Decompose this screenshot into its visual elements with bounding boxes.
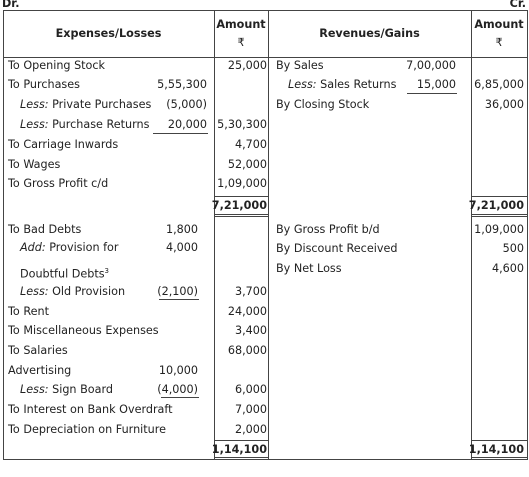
entry-inner-amount: 5,55,300 bbox=[157, 78, 207, 91]
entry-label: To Carriage Inwards bbox=[8, 138, 119, 151]
entry-amount: 2,000 bbox=[234, 423, 267, 436]
entry-label: Less: Sign Board bbox=[20, 383, 113, 396]
entry-inner-amount: (2,100) bbox=[157, 285, 198, 298]
entry-label: To Rent bbox=[8, 305, 49, 318]
entry-prefix: Less: bbox=[288, 78, 317, 91]
amount-header-right: Amount bbox=[474, 18, 524, 31]
entry-amount: 1,09,000 bbox=[474, 223, 524, 236]
credit-marker: Cr. bbox=[509, 0, 526, 10]
entry-inner-amount: 15,000 bbox=[416, 78, 456, 91]
entry-amount: 3,400 bbox=[234, 324, 267, 337]
entry-amount: 1,09,000 bbox=[217, 177, 267, 190]
entry-label: To Interest on Bank Overdraft bbox=[8, 403, 173, 416]
debit-marker: Dr. bbox=[2, 0, 20, 10]
entry-amount: 4,600 bbox=[491, 262, 524, 275]
entry-amount: 36,000 bbox=[484, 98, 524, 111]
entry-amount: 7,000 bbox=[234, 403, 267, 416]
entry-inner-amount: 10,000 bbox=[158, 364, 198, 377]
entry-amount: 3,700 bbox=[234, 285, 267, 298]
entry-label: To Depreciation on Furniture bbox=[8, 423, 166, 436]
entry-inner-amount: 20,000 bbox=[167, 118, 207, 131]
entry-inner-amount: 1,800 bbox=[165, 223, 198, 236]
entry-inner-amount: 4,000 bbox=[165, 241, 198, 254]
pl-total-right: 1,14,100 bbox=[468, 443, 524, 456]
entry-amount: 25,000 bbox=[227, 59, 267, 72]
entry-label: Less: Private Purchases bbox=[20, 98, 152, 111]
entry-prefix: Add: bbox=[20, 241, 46, 254]
entry-label: By Discount Received bbox=[276, 242, 398, 255]
entry-label: Advertising bbox=[8, 364, 72, 377]
entry-amount: 500 bbox=[502, 242, 524, 255]
amount-header-left: Amount bbox=[216, 18, 266, 31]
entry-label: To Bad Debts bbox=[8, 223, 82, 236]
revenues-header: Revenues/Gains bbox=[319, 27, 420, 40]
entry-label: To Wages bbox=[8, 158, 61, 171]
entry-prefix: Less: bbox=[20, 383, 49, 396]
entry-amount: 5,30,300 bbox=[217, 118, 267, 131]
entry-amount: 6,85,000 bbox=[474, 78, 524, 91]
expenses-header: Expenses/Losses bbox=[55, 27, 162, 40]
entry-amount: 4,700 bbox=[234, 138, 267, 151]
pl-total-left: 1,14,100 bbox=[211, 443, 267, 456]
trading-total-right: 7,21,000 bbox=[468, 199, 524, 212]
entry-prefix: Less: bbox=[20, 285, 49, 298]
entry-prefix: Less: bbox=[20, 98, 49, 111]
entry-label: To Purchases bbox=[8, 78, 80, 91]
entry-label: Less: Old Provision bbox=[20, 285, 126, 298]
entry-label: To Opening Stock bbox=[8, 59, 106, 72]
entry-label: Add: Provision for bbox=[20, 241, 119, 254]
trading-total-left: 7,21,000 bbox=[211, 199, 267, 212]
currency-symbol-left: ₹ bbox=[237, 36, 245, 49]
entry-amount: 24,000 bbox=[227, 305, 267, 318]
entry-label: By Closing Stock bbox=[276, 98, 370, 111]
entry-inner-amount: (5,000) bbox=[166, 98, 207, 111]
entry-label: To Miscellaneous Expenses bbox=[8, 324, 159, 337]
entry-label: To Salaries bbox=[8, 344, 68, 357]
entry-label: By Sales bbox=[276, 59, 324, 72]
entry-amount: 52,000 bbox=[227, 158, 267, 171]
entry-inner-amount: (4,000) bbox=[157, 383, 198, 396]
entry-label: Less: Purchase Returns bbox=[20, 118, 150, 131]
entry-amount: 6,000 bbox=[234, 383, 267, 396]
entry-label: Less: Sales Returns bbox=[288, 78, 397, 91]
entry-label: By Gross Profit b/d bbox=[276, 223, 380, 236]
entry-amount: 68,000 bbox=[227, 344, 267, 357]
currency-symbol-right: ₹ bbox=[495, 36, 503, 49]
entry-label: Doubtful Debts$^3$ bbox=[20, 267, 110, 281]
entry-label: By Net Loss bbox=[276, 262, 342, 275]
entry-inner-amount: 7,00,000 bbox=[406, 59, 456, 72]
entry-prefix: Less: bbox=[20, 118, 49, 131]
entry-label: To Gross Profit c/d bbox=[8, 177, 109, 190]
